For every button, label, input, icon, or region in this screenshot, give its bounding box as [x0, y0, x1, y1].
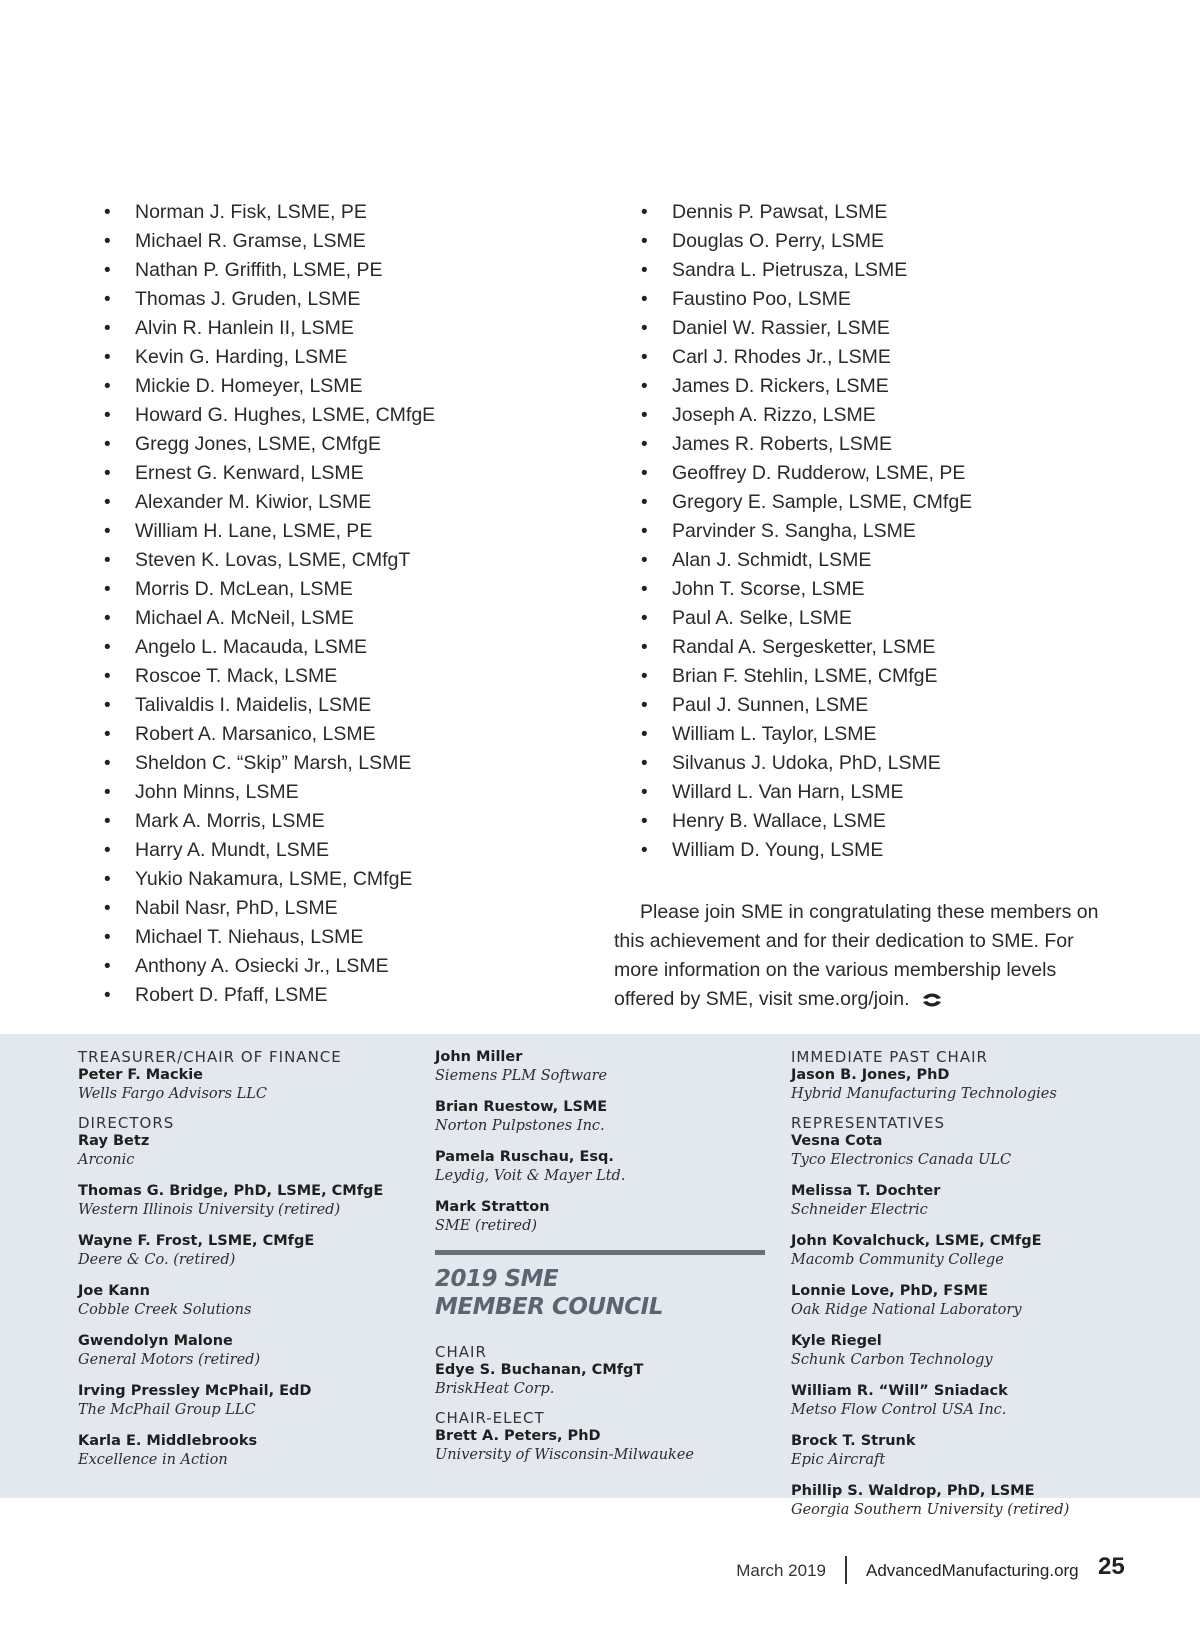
person-org: Oak Ridge National Laboratory: [791, 1302, 1022, 1318]
member-list-item: • Anthony A. Osiecki Jr., LSME: [104, 952, 435, 981]
person-org: Schunk Carbon Technology: [791, 1352, 993, 1368]
member-list-item: • William L. Taylor, LSME: [641, 720, 972, 749]
role-chair-elect: CHAIR-ELECT: [435, 1409, 545, 1427]
board-entry: [78, 1332, 408, 1370]
board-entry: [791, 1282, 1151, 1320]
member-list-item: • Mark A. Morris, LSME: [104, 807, 435, 836]
sme-end-mark-icon: [921, 993, 943, 1007]
member-list-item: • Angelo L. Macauda, LSME: [104, 633, 435, 662]
person-org: SME (retired): [435, 1218, 538, 1234]
board-entry: [791, 1066, 1151, 1104]
person-name: Melissa T. Dochter: [791, 1183, 941, 1199]
member-list-item: • Thomas J. Gruden, LSME: [104, 285, 435, 314]
person-name: John Kovalchuck, LSME, CMfgE: [791, 1233, 1042, 1249]
member-list-item: • William H. Lane, LSME, PE: [104, 517, 435, 546]
board-entry: [791, 1432, 1151, 1470]
person-org: Wells Fargo Advisors LLC: [78, 1086, 267, 1102]
person-name: Edye S. Buchanan, CMfgT: [435, 1362, 644, 1378]
person-name: Kyle Riegel: [791, 1333, 882, 1349]
person-org: Macomb Community College: [791, 1252, 1004, 1268]
member-list-item: • Howard G. Hughes, LSME, CMfgE: [104, 401, 435, 430]
board-entry: [435, 1198, 765, 1236]
person-name: Peter F. Mackie: [78, 1067, 204, 1083]
member-list-item: • Sheldon C. “Skip” Marsh, LSME: [104, 749, 435, 778]
member-list-item: • Alexander M. Kiwior, LSME: [104, 488, 435, 517]
member-list-item: • Brian F. Stehlin, LSME, CMfgE: [641, 662, 972, 691]
member-list-item: • James R. Roberts, LSME: [641, 430, 972, 459]
person-org: Arconic: [78, 1152, 135, 1168]
council-heading-line1: 2019 SME: [435, 1266, 559, 1292]
person-org: Leydig, Voit & Mayer Ltd.: [435, 1168, 626, 1184]
person-org: Hybrid Manufacturing Technologies: [791, 1086, 1057, 1102]
right-column: [641, 198, 972, 865]
person-name: Brett A. Peters, PhD: [435, 1428, 601, 1444]
person-org: Western Illinois University (retired): [78, 1202, 341, 1218]
member-list-item: • Nathan P. Griffith, LSME, PE: [104, 256, 435, 285]
left-column: [104, 198, 435, 1010]
footer-divider: [845, 1556, 847, 1584]
person-name: Joe Kann: [78, 1283, 150, 1299]
member-list-item: • Henry B. Wallace, LSME: [641, 807, 972, 836]
board-entry: [78, 1066, 408, 1104]
board-entry: [435, 1048, 765, 1086]
member-list-item: • Nabil Nasr, PhD, LSME: [104, 894, 435, 923]
board-entry: [435, 1361, 765, 1399]
closing-text: Please join SME in congratulating these members on this achievement and for their dedication to SME. For more information on the various membership levels offered by SME, visit sme.org/join.: [614, 901, 1099, 1010]
board-entry: [78, 1182, 408, 1220]
person-org: Metso Flow Control USA Inc.: [791, 1402, 1007, 1418]
role-directors: DIRECTORS: [78, 1114, 175, 1132]
member-list-item: • Steven K. Lovas, LSME, CMfgT: [104, 546, 435, 575]
member-list-item: • Willard L. Van Harn, LSME: [641, 778, 972, 807]
board-entry: [791, 1132, 1151, 1170]
person-org: Epic Aircraft: [791, 1452, 886, 1468]
representatives-list: [791, 1132, 1151, 1520]
board-entry: [791, 1482, 1151, 1520]
directors-list-continued: [435, 1048, 765, 1236]
board-entry: [78, 1432, 408, 1470]
person-name: Pamela Ruschau, Esq.: [435, 1149, 614, 1165]
member-list-item: • Talivaldis I. Maidelis, LSME: [104, 691, 435, 720]
member-list-item: • Ernest G. Kenward, LSME: [104, 459, 435, 488]
member-list-item: • Michael A. McNeil, LSME: [104, 604, 435, 633]
person-org: Cobble Creek Solutions: [78, 1302, 252, 1318]
board-entry: [791, 1182, 1151, 1220]
member-list-item: • Faustino Poo, LSME: [641, 285, 972, 314]
person-name: Ray Betz: [78, 1133, 150, 1149]
person-org: Deere & Co. (retired): [78, 1252, 236, 1268]
board-entry: [791, 1332, 1151, 1370]
person-name: Brock T. Strunk: [791, 1433, 916, 1449]
member-list-item: • Yukio Nakamura, LSME, CMfgE: [104, 865, 435, 894]
person-name: Jason B. Jones, PhD: [791, 1067, 950, 1083]
person-name: Mark Stratton: [435, 1199, 550, 1215]
board-entry: [435, 1098, 765, 1136]
member-list-left: [104, 198, 435, 1010]
person-org: The McPhail Group LLC: [78, 1402, 256, 1418]
board-column-3: [791, 1048, 1151, 1532]
member-list-item: • Sandra L. Pietrusza, LSME: [641, 256, 972, 285]
person-name: Phillip S. Waldrop, PhD, LSME: [791, 1483, 1035, 1499]
member-list-item: • Mickie D. Homeyer, LSME: [104, 372, 435, 401]
page-number: 25: [1098, 1553, 1125, 1580]
council-heading-line2: MEMBER COUNCIL: [435, 1294, 663, 1320]
member-list-item: • John T. Scorse, LSME: [641, 575, 972, 604]
person-org: Norton Pulpstones Inc.: [435, 1118, 605, 1134]
person-org: Georgia Southern University (retired): [791, 1502, 1070, 1518]
person-name: Wayne F. Frost, LSME, CMfgE: [78, 1233, 315, 1249]
board-entry: [78, 1132, 408, 1170]
member-list-item: • James D. Rickers, LSME: [641, 372, 972, 401]
member-list-item: • Michael R. Gramse, LSME: [104, 227, 435, 256]
member-list-item: • Daniel W. Rassier, LSME: [641, 314, 972, 343]
member-list-item: • Roscoe T. Mack, LSME: [104, 662, 435, 691]
council-heading: [435, 1265, 765, 1321]
member-list-item: • Alvin R. Hanlein II, LSME: [104, 314, 435, 343]
board-entry: [791, 1232, 1151, 1270]
role-representatives: REPRESENTATIVES: [791, 1114, 946, 1132]
member-list-item: • Silvanus J. Udoka, PhD, LSME: [641, 749, 972, 778]
member-list-item: • Harry A. Mundt, LSME: [104, 836, 435, 865]
member-list-item: • Paul J. Sunnen, LSME: [641, 691, 972, 720]
member-list-item: • Randal A. Sergesketter, LSME: [641, 633, 972, 662]
person-org: General Motors (retired): [78, 1352, 261, 1368]
issue-date: March 2019: [736, 1561, 826, 1580]
person-name: Brian Ruestow, LSME: [435, 1099, 608, 1115]
board-column-2: [435, 1048, 765, 1471]
page-footer: [0, 1553, 1200, 1593]
person-org: BriskHeat Corp.: [435, 1381, 555, 1397]
member-list-item: • Geoffrey D. Rudderow, LSME, PE: [641, 459, 972, 488]
board-entry: [791, 1382, 1151, 1420]
council-divider: [435, 1250, 765, 1255]
member-list-item: • Morris D. McLean, LSME: [104, 575, 435, 604]
role-chair: CHAIR: [435, 1343, 487, 1361]
member-list-item: • Douglas O. Perry, LSME: [641, 227, 972, 256]
member-list-right: [641, 198, 972, 865]
board-entry: [78, 1382, 408, 1420]
member-list-item: • John Minns, LSME: [104, 778, 435, 807]
member-list-item: • Robert A. Marsanico, LSME: [104, 720, 435, 749]
person-name: William R. “Will” Sniadack: [791, 1383, 1008, 1399]
role-treasurer: TREASURER/CHAIR OF FINANCE: [78, 1048, 342, 1066]
person-name: Irving Pressley McPhail, EdD: [78, 1383, 312, 1399]
member-list-item: • Alan J. Schmidt, LSME: [641, 546, 972, 575]
member-list-item: • Kevin G. Harding, LSME: [104, 343, 435, 372]
person-name: Karla E. Middlebrooks: [78, 1433, 258, 1449]
board-column-1: [78, 1048, 408, 1482]
person-name: John Miller: [435, 1049, 523, 1065]
person-name: Lonnie Love, PhD, FSME: [791, 1283, 988, 1299]
member-list-item: • Dennis P. Pawsat, LSME: [641, 198, 972, 227]
member-list-item: • Carl J. Rhodes Jr., LSME: [641, 343, 972, 372]
directors-list: [78, 1132, 408, 1470]
person-name: Gwendolyn Malone: [78, 1333, 233, 1349]
member-list-item: • Gregg Jones, LSME, CMfgE: [104, 430, 435, 459]
board-entry: [78, 1232, 408, 1270]
person-org: Tyco Electronics Canada ULC: [791, 1152, 1012, 1168]
board-panel: [0, 1034, 1200, 1518]
member-list-item: • William D. Young, LSME: [641, 836, 972, 865]
person-org: Schneider Electric: [791, 1202, 928, 1218]
person-name: Thomas G. Bridge, PhD, LSME, CMfgE: [78, 1183, 384, 1199]
board-entry: [435, 1148, 765, 1186]
board-entry: [435, 1427, 765, 1465]
member-list-item: • Gregory E. Sample, LSME, CMfgE: [641, 488, 972, 517]
person-org: Excellence in Action: [78, 1452, 228, 1468]
member-list-item: • Robert D. Pfaff, LSME: [104, 981, 435, 1010]
member-list-item: • Paul A. Selke, LSME: [641, 604, 972, 633]
member-list-item: • Parvinder S. Sangha, LSME: [641, 517, 972, 546]
person-name: Vesna Cota: [791, 1133, 883, 1149]
board-entry: [78, 1282, 408, 1320]
closing-paragraph: [614, 898, 1114, 1014]
member-list-item: • Norman J. Fisk, LSME, PE: [104, 198, 435, 227]
role-past-chair: IMMEDIATE PAST CHAIR: [791, 1048, 988, 1066]
website-link[interactable]: AdvancedManufacturing.org: [866, 1561, 1079, 1580]
member-list-item: • Michael T. Niehaus, LSME: [104, 923, 435, 952]
member-list-item: • Joseph A. Rizzo, LSME: [641, 401, 972, 430]
person-org: Siemens PLM Software: [435, 1068, 608, 1084]
person-org: University of Wisconsin-Milwaukee: [435, 1447, 695, 1463]
